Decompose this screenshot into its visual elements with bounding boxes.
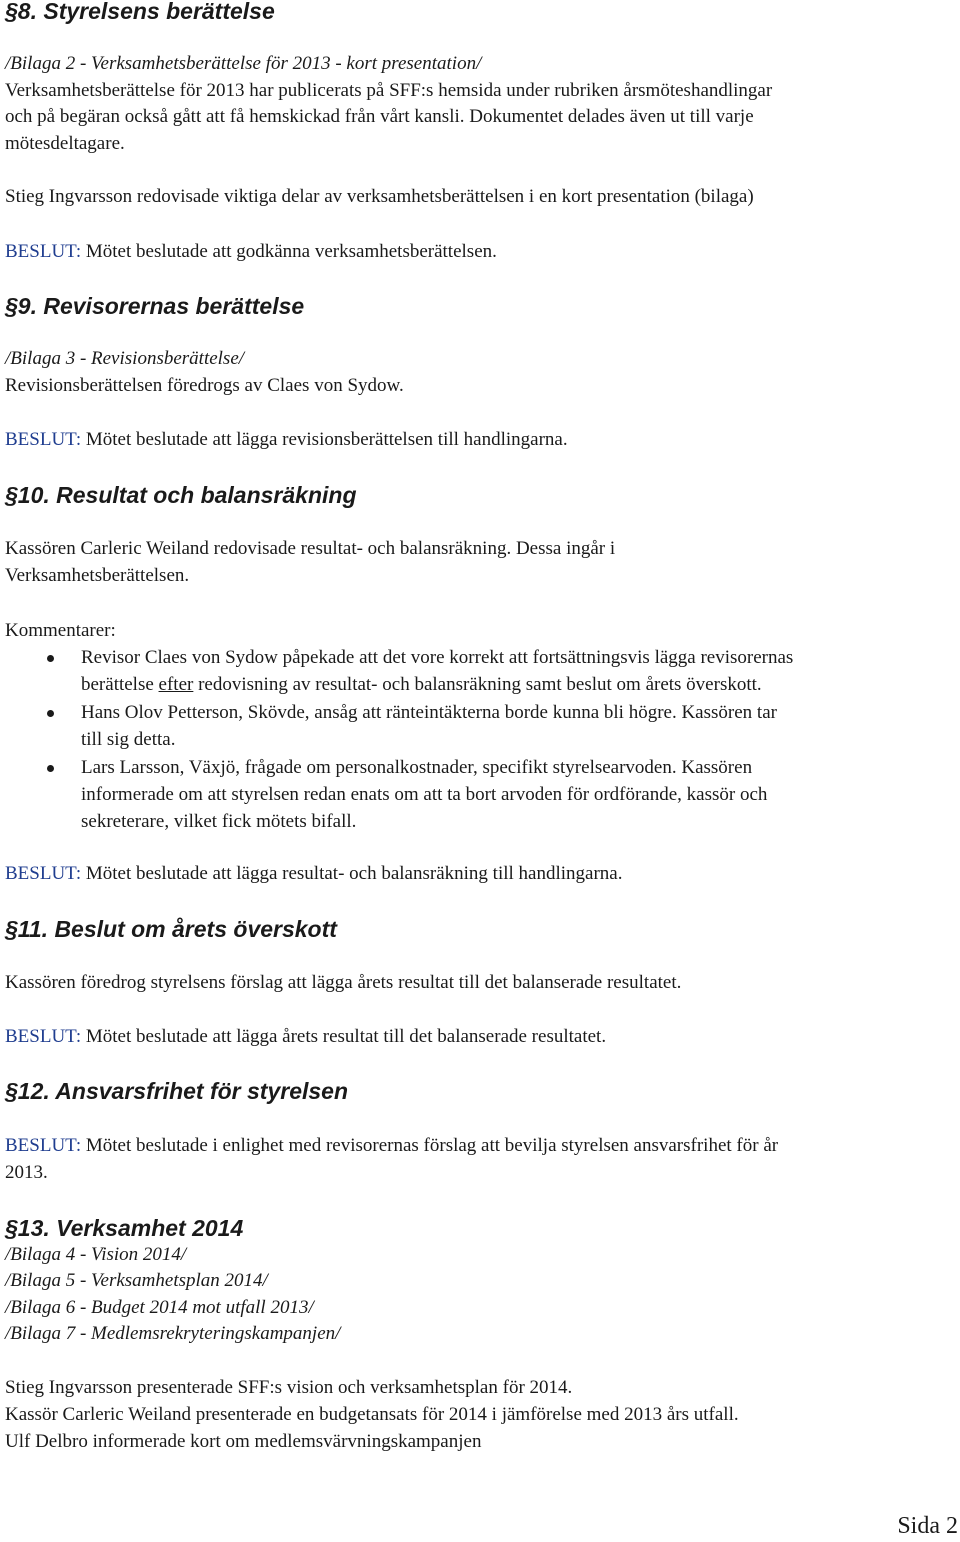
section-12-beslut — [5, 1133, 950, 1160]
section-13-heading: §13. Verksamhet 2014 — [5, 1215, 244, 1241]
beslut-text: Mötet beslutade i enlighet med revisorernas förslag att bevilja styrelsen ansvarsfrihet för år — [81, 1135, 779, 1156]
section-12-heading: §12. Ansvarsfrihet för styrelsen — [5, 1078, 349, 1104]
section-8-para1-line2: och på begäran också gått att få hemskickad från vårt kansli. Dokumentet delades även ut till varje — [5, 106, 754, 127]
section-8-bilaga: /Bilaga 2 - Verksamhetsberättelse för 2013 - kort presentation/ — [5, 53, 482, 74]
section-12-beslut-line2: 2013. — [5, 1162, 48, 1183]
section-9-para: Revisionsberättelsen föredrogs av Claes von Sydow. — [5, 375, 404, 396]
section-9-heading: §9. Revisorernas berättelse — [5, 293, 305, 319]
beslut-text: Mötet beslutade att lägga årets resultat till det balanserade resultatet. — [81, 1026, 607, 1047]
bullet-icon — [47, 765, 54, 772]
section-9-bilaga: /Bilaga 3 - Revisionsberättelse/ — [5, 348, 245, 369]
beslut-label: BESLUT: — [5, 1135, 82, 1156]
comments-label: Kommentarer: — [5, 620, 116, 641]
comment-line: Revisor Claes von Sydow påpekade att det vore korrekt att fortsättningsvis lägga revisorernas — [81, 647, 794, 668]
section-13-line: Stieg Ingvarsson presenterade SFF:s vision och verksamhetsplan för 2014. — [5, 1377, 573, 1398]
beslut-text: Mötet beslutade att godkänna verksamhetsberättelsen. — [81, 241, 497, 262]
section-13-bilaga: /Bilaga 6 - Budget 2014 mot utfall 2013/ — [5, 1297, 314, 1318]
comment-line: Lars Larsson, Växjö, frågade om personalkostnader, specifikt styrelsearvoden. Kassören — [81, 757, 753, 778]
beslut-label: BESLUT: — [5, 241, 82, 262]
section-10-beslut — [5, 861, 950, 888]
comment-line: informerade om att styrelsen redan enats om att ta bort arvoden för ordförande, kassör och — [81, 784, 768, 805]
beslut-text: Mötet beslutade att lägga revisionsberättelsen till handlingarna. — [81, 429, 568, 450]
comment-text: berättelse — [81, 674, 159, 695]
section-10-para-line1: Kassören Carleric Weiland redovisade resultat- och balansräkning. Dessa ingår i — [5, 538, 616, 559]
comment-line: Hans Olov Petterson, Skövde, ansåg att ränteintäkterna borde kunna bli högre. Kassören tar — [81, 702, 777, 723]
comment-line — [81, 672, 940, 699]
beslut-label: BESLUT: — [5, 863, 82, 884]
section-11-beslut — [5, 1024, 950, 1051]
bullet-icon — [47, 655, 54, 662]
bullet-icon — [47, 710, 54, 717]
comment-line: till sig detta. — [81, 729, 176, 750]
section-13-bilaga: /Bilaga 4 - Vision 2014/ — [5, 1244, 187, 1265]
section-8-para2: Stieg Ingvarsson redovisade viktiga delar av verksamhetsberättelsen i en kort presentation (bilaga) — [5, 186, 754, 207]
beslut-label: BESLUT: — [5, 429, 82, 450]
page-number: Sida 2 — [897, 1513, 958, 1539]
section-11-para: Kassören föredrog styrelsens förslag att lägga årets resultat till det balanserade resultatet. — [5, 972, 682, 993]
comment-underlined-word: efter — [158, 674, 194, 695]
section-8-para1-line3: mötesdeltagare. — [5, 133, 125, 154]
section-13-bilaga: /Bilaga 5 - Verksamhetsplan 2014/ — [5, 1270, 268, 1291]
section-10-heading: §10. Resultat och balansräkning — [5, 482, 357, 508]
section-10-para-line2: Verksamhetsberättelsen. — [5, 565, 190, 586]
beslut-text: Mötet beslutade att lägga resultat- och balansräkning till handlingarna. — [81, 863, 623, 884]
section-9-beslut — [5, 427, 950, 454]
comment-text: redovisning av resultat- och balansräkning samt beslut om årets överskott. — [193, 674, 762, 695]
beslut-label: BESLUT: — [5, 1026, 82, 1047]
comment-line: sekreterare, vilket fick mötets bifall. — [81, 811, 357, 832]
section-13-line: Kassör Carleric Weiland presenterade en budgetansats för 2014 i jämförelse med 2013 års utfall. — [5, 1404, 739, 1425]
section-13-line: Ulf Delbro informerade kort om medlemsvärvningskampanjen — [5, 1431, 482, 1452]
section-8-beslut — [5, 239, 950, 266]
section-13-bilaga: /Bilaga 7 - Medlemsrekryteringskampanjen/ — [5, 1323, 341, 1344]
section-8-heading: §8. Styrelsens berättelse — [5, 0, 275, 24]
section-8-para1-line1: Verksamhetsberättelse för 2013 har publicerats på SFF:s hemsida under rubriken årsmöteshandlingar — [5, 80, 773, 101]
section-11-heading: §11. Beslut om årets överskott — [5, 916, 337, 942]
